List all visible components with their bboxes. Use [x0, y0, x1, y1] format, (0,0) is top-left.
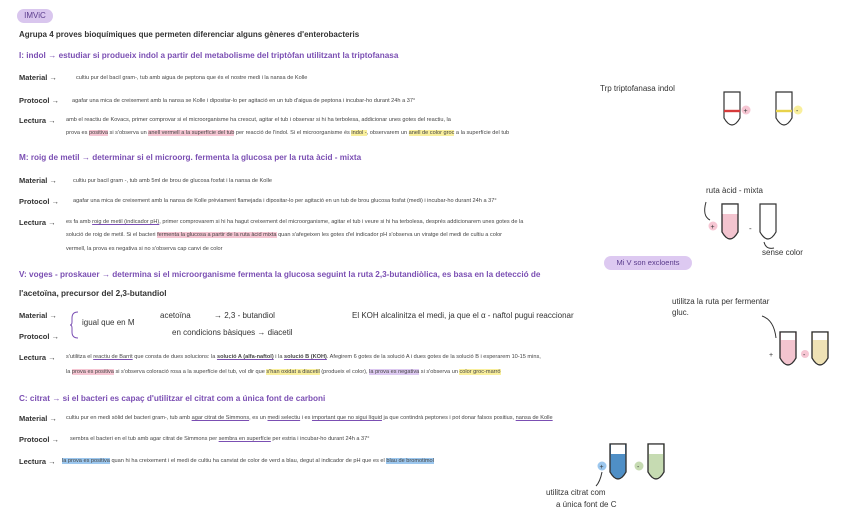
vp-koh-note: El KOH alcalinitza el medi, ja que el α - naftol pugui reaccionar	[352, 311, 574, 320]
vp-side-note: utilitza la ruta per fermentar gluc.	[672, 297, 770, 317]
indol-material-text: cultiu pur del bacil gram-, tub amb aigua de peptona que és el nostre medi i la nansa de Kolle	[76, 75, 308, 81]
svg-text:-: -	[637, 464, 640, 471]
mr-title: M: roig de metil → determinar si el microorg. fermenta la glucosa per la ruta àcid - mixta	[19, 153, 362, 162]
citrat-side-note-2: a única font de C	[556, 500, 617, 509]
mr-side-bottom-note: sense color	[762, 248, 803, 257]
citrat-title: C: citrat → si el bacteri es capaç d'utilitzar el citrat com a única font de carboni	[19, 394, 326, 403]
indol-lectura-line2: prova es positiva si s'observa un anell vermell a la superfície del tub per reacció de l'indol. Si el microorganisme és indol -, observarem un anell de color groc a la superfície del tub	[66, 130, 510, 136]
svg-text:-: -	[796, 108, 799, 115]
imvic-tag: IMViC	[17, 9, 53, 23]
svg-text:+: +	[769, 352, 774, 359]
vp-butandiol: → 2,3 - butandiol	[214, 311, 275, 320]
indol-lectura-label: Lectura →	[19, 116, 56, 125]
indol-lectura-line1: amb el reactiu de Kovacs, primer comprovar si el microorganisme ha crescut, agitar el tub i observar si hi ha terbolesa, addicionar unes gotes del reactiu, la	[66, 117, 451, 123]
svg-text:+: +	[710, 224, 715, 231]
citrat-tubes-illustration	[592, 440, 672, 490]
indol-material-label: Material →	[19, 73, 57, 82]
citrat-protocol-label: Protocol →	[19, 435, 60, 444]
svg-text:-: -	[749, 224, 752, 233]
vp-title-line2: l'acetoïna, precursor del 2,3-butandiol	[19, 289, 167, 298]
citrat-protocol-text: sembra el bacteri en el tub amb agar citrat de Simmons per sembra en superfície per estria i incubar-ho durant 24h a 37°	[70, 436, 370, 442]
mr-protocol-label: Protocol →	[19, 197, 60, 206]
citrat-material-label: Material →	[19, 414, 57, 423]
mr-material-text: cultiu pur bacil gram -, tub amb 5ml de brou de glucosa fosfat i la nansa de Kolle	[73, 178, 272, 184]
mr-lectura-line2: solució de roig de metil. Si el bacteri fermenta la glucosa a partir de la ruta àcid mixta quan s'afegeixen les gotes d'el indicador pH s'observa un viratge del medi de cultiu a color	[66, 232, 503, 238]
citrat-lectura-text: la prova es positiva quan hi ha creixement i el medi de cultiu ha canviat de color de verd a blau, degut al indicador de pH que es el blau de bromotimol	[62, 458, 434, 464]
vp-lectura-line1: s'utilitza el reactiu de Barrit que consta de dues solucions: la solució A (alfa-naftol) i la solució B (KOH). Afegirem 6 gotes de la solució A i dues gotes de la solució B i esperarem 10-15 mins,	[66, 354, 541, 360]
vp-lectura-label: Lectura →	[19, 353, 56, 362]
vp-brace	[70, 310, 80, 340]
vp-protocol-label: Protocol →	[19, 332, 60, 341]
mr-lectura-line1: es fa amb roig de metil (indicador pH), primer comprovarem si hi ha hagut creixement del microorganisme, agitar el tub i veure si hi ha terbolesa, després addicionarem unes gotes de la	[66, 219, 524, 225]
mr-material-label: Material →	[19, 176, 57, 185]
svg-text:-: -	[803, 352, 806, 359]
vp-tubes-illustration	[760, 310, 832, 372]
vp-material-label: Material →	[19, 311, 57, 320]
vp-title-line1: V: voges - proskauer → determina si el microorganisme fermenta la glucosa seguint la ruta 2,3-butandiòlica, es basa en la detecció de	[19, 270, 541, 279]
mr-side-top-note: ruta àcid - mixta	[706, 186, 763, 195]
svg-text:+: +	[743, 108, 748, 115]
vp-conditions: en condicions bàsiques → diacetil	[172, 328, 293, 337]
vp-brace-note: igual que en M	[82, 318, 135, 327]
mr-protocol-text: agafar una mica de creixement amb la nansa de Kolle prèviament flamejada i dipositar-lo per agitació en un tub de brou glucosa fosfat (medi) i incubar-ho durant 24h a 37°	[73, 198, 497, 204]
citrat-material-text: cultiu pur en medi sòlid del bacteri gram-, tub amb agar citrat de Simmons, es un medi selectiu i es important que no sigui líquid ja que contindrà peptones i pot donar falsos positius, nansa de Kolle	[66, 415, 553, 421]
indol-title: I: indol → estudiar si produeix indol a partir del metabolisme del triptòfan utilitzant la triptofanasa	[19, 51, 399, 60]
mv-exclusive-pill: Mi V son excloents	[604, 256, 692, 270]
mr-tubes-illustration	[700, 196, 790, 252]
citrat-lectura-label: Lectura →	[19, 457, 56, 466]
citrat-side-note-1: utilitza citrat com	[546, 488, 606, 497]
mr-lectura-line3: vermell, la prova es negativa si no s'observa cap canvi de color	[66, 246, 223, 252]
svg-text:+: +	[599, 464, 604, 471]
indol-protocol-label: Protocol →	[19, 96, 60, 105]
indol-side-note: Trp triptofanasa indol	[600, 84, 675, 93]
vp-acetoina: acetoïna	[160, 311, 191, 320]
mr-lectura-label: Lectura →	[19, 218, 56, 227]
indol-protocol-text: agafar una mica de creixement amb la nansa se Kolle i dipositar-lo per agitació en un tub d'aigua de peptona i incubar-ho durant 24h a 37°	[72, 98, 416, 104]
indol-tubes-illustration	[718, 88, 814, 136]
intro-heading: Agrupa 4 proves bioquímiques que permeten diferenciar alguns gèneres d'enterobacteris	[19, 30, 360, 39]
vp-lectura-line2: la prova es positiva si s'observa coloració rosa a la superfície del tub, vol dir que s'han oxidat a diacetil (produeix el color), la prova es negativa si s'observa un color groc-marró	[66, 369, 501, 375]
